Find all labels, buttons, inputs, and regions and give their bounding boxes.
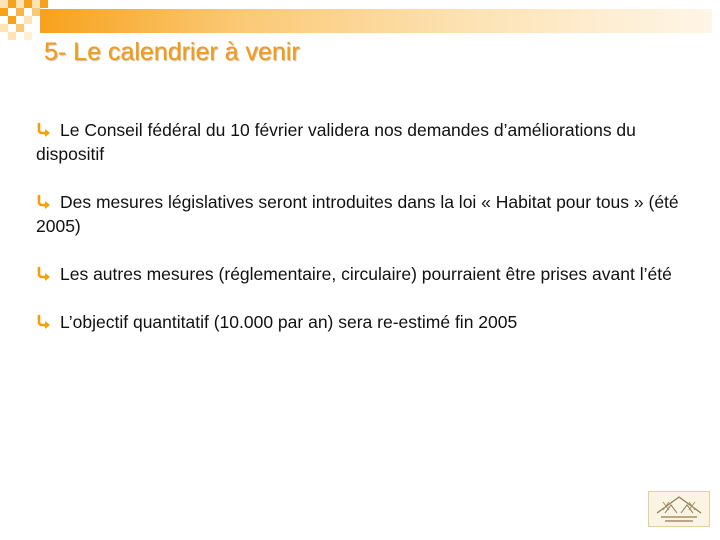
bullet-item: [36, 190, 706, 238]
logo: [648, 491, 710, 527]
curved-arrow-right-icon: [36, 266, 52, 282]
curved-arrow-right-icon: [36, 122, 52, 138]
bullet-text: Les autres mesures (réglementaire, circulaire) pourraient être prises avant l’été: [60, 264, 672, 284]
bullet-text: Des mesures législatives seront introduites dans la loi « Habitat pour tous » (été 2005): [36, 192, 679, 236]
logo-icon: [649, 492, 709, 526]
bullet-item: [36, 262, 706, 286]
slide-title: 5- Le calendrier à venir: [44, 38, 300, 66]
bullet-item: [36, 118, 706, 166]
bullet-list: [36, 118, 706, 358]
header-band: [40, 9, 712, 33]
bullet-item: [36, 310, 706, 334]
curved-arrow-right-icon: [36, 314, 52, 330]
curved-arrow-right-icon: [36, 194, 52, 210]
bullet-text: L’objectif quantitatif (10.000 par an) sera re-estimé fin 2005: [60, 312, 518, 332]
bullet-text: Le Conseil fédéral du 10 février validera nos demandes d’améliorations du dispositif: [36, 120, 636, 164]
